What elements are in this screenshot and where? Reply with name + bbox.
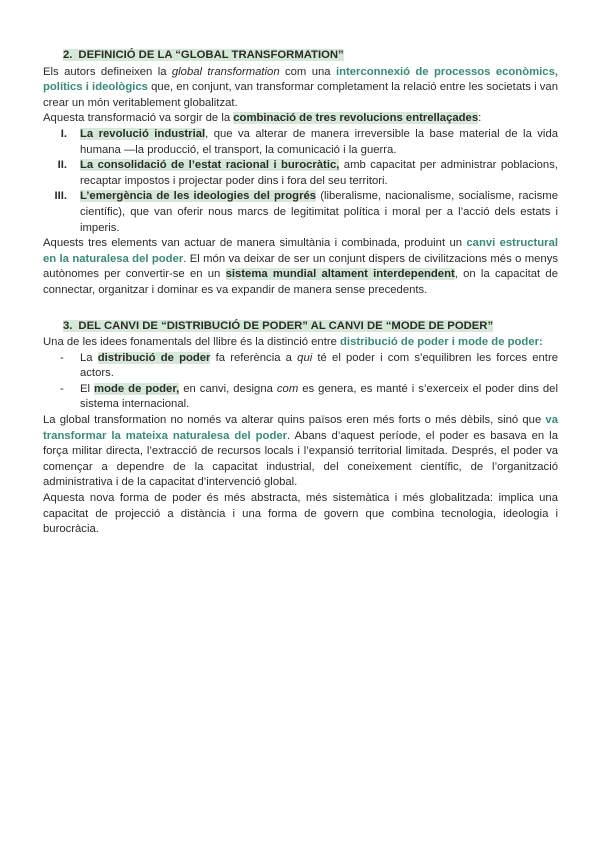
- text: :: [478, 112, 482, 125]
- paragraph: [43, 413, 558, 491]
- text: té el poder i com s’equilibren les forces entre actors.: [80, 351, 558, 380]
- section-3-heading: [43, 319, 558, 335]
- section-title: DEFINICIÓ DE LA “GLOBAL TRANSFORMATION”: [78, 49, 344, 61]
- paragraph: [43, 111, 558, 127]
- section-2-heading: [43, 48, 558, 64]
- text: es genera, es manté i s’exerceix el poder dins del sistema internacional.: [80, 382, 558, 411]
- text: , on la capacitat de connectar, organitzar i dominar es va expandir de manera sense precedents.: [43, 268, 558, 296]
- text: , que va alterar de manera irreversible la base material de la vida humana —la producció, el transport, la comunicació i la guerra.: [80, 127, 559, 156]
- list-marker: I.: [60, 127, 67, 140]
- text: en canvi, designa: [179, 382, 277, 395]
- list-marker: -: [60, 351, 64, 364]
- text: que, en conjunt, van transformar completament la relació entre les societats i van crear un món veritablement globalitzat.: [43, 81, 558, 109]
- highlighted-text: distribució de poder: [97, 351, 211, 364]
- text: La global transformation no només va alterar quins països eren més forts o més dèbils, sinó que: [43, 414, 546, 427]
- dash-list: [43, 351, 558, 413]
- emphasis-text: interconnexió de processos econòmics, polítics i ideològics: [43, 65, 558, 94]
- italic-text: qui: [297, 351, 313, 364]
- paragraph: [43, 236, 558, 298]
- highlighted-text: L’emergència de les ideologies del progrés: [80, 190, 317, 203]
- spacer: [43, 299, 558, 319]
- italic-text: global transformation: [171, 65, 280, 78]
- highlighted-text: sistema mundial altament interdependent: [225, 268, 455, 281]
- text: La: [80, 351, 98, 364]
- text: . El món va deixar de ser un conjunt dispers de civilitzacions més o menys autònomes per convertir-se en un: [43, 252, 558, 281]
- list-marker: -: [60, 382, 64, 395]
- text: com una: [279, 65, 336, 78]
- text: Els autors defineixen la: [43, 65, 172, 78]
- text: . Abans d’aquest període, el poder es basava en la força militar directa, l’extracció de recursos locals i l’expansió territorial limitada. Després, el poder va començar a dependre de la capacitat industrial, del coneixement científic, de l’organització administrativa i de la capacitat d’intervenció global.: [43, 429, 558, 489]
- list-item: [43, 127, 558, 158]
- text: El: [80, 382, 95, 395]
- list-item: [43, 189, 558, 236]
- roman-list: [43, 127, 558, 236]
- paragraph: [43, 65, 558, 112]
- text: Una de les idees fonamentals del llibre és la distinció entre: [43, 336, 341, 349]
- highlighted-text: combinació de tres revolucions entrellaçades: [233, 112, 479, 125]
- emphasis-text: va transformar la mateixa naturalesa del poder: [43, 414, 558, 442]
- paragraph: Aquesta nova forma de poder és més abstracta, més sistemàtica i més globalitzada: implica una capacitat de projecció a distància i una forma de govern que combina tecnologia, ideologia i burocràcia.: [43, 492, 558, 536]
- list-item: [43, 158, 558, 189]
- section-number: 2.: [63, 49, 73, 61]
- list-item: [43, 382, 558, 413]
- text: Aquesta transformació va sorgir de la: [43, 112, 234, 125]
- text: Aquests tres elements van actuar de manera simultània i combinada, produint un: [43, 237, 467, 250]
- italic-text: com: [276, 382, 299, 395]
- section-number: 3.: [63, 319, 73, 332]
- list-marker: III.: [54, 190, 67, 203]
- paragraph: [43, 335, 558, 351]
- text: (liberalisme, nacionalisme, socialisme, racisme científic), que van oferir nous marcs de legitimitat política i moral per a l’acció dels estats i imperis.: [80, 190, 559, 234]
- highlighted-text: La consolidació de l’estat racional i burocràtic,: [80, 159, 340, 172]
- emphasis-text: canvi estructural en la naturalesa del poder: [43, 237, 559, 265]
- text: fa referència a: [210, 351, 298, 364]
- section-title: DEL CANVI DE “DISTRIBUCIÓ DE PODER” AL CANVI DE “MODE DE PODER”: [78, 319, 494, 332]
- highlighted-text: mode de poder,: [94, 382, 180, 395]
- list-marker: II.: [57, 159, 67, 172]
- text: amb capacitat per administrar poblacions, recaptar impostos i projectar poder dins i fora del seu territori.: [80, 159, 558, 187]
- list-item: [43, 351, 558, 382]
- emphasis-text: distribució de poder i mode de poder:: [340, 336, 543, 349]
- highlighted-text: La revolució industrial: [80, 127, 206, 140]
- document-page: [43, 48, 558, 538]
